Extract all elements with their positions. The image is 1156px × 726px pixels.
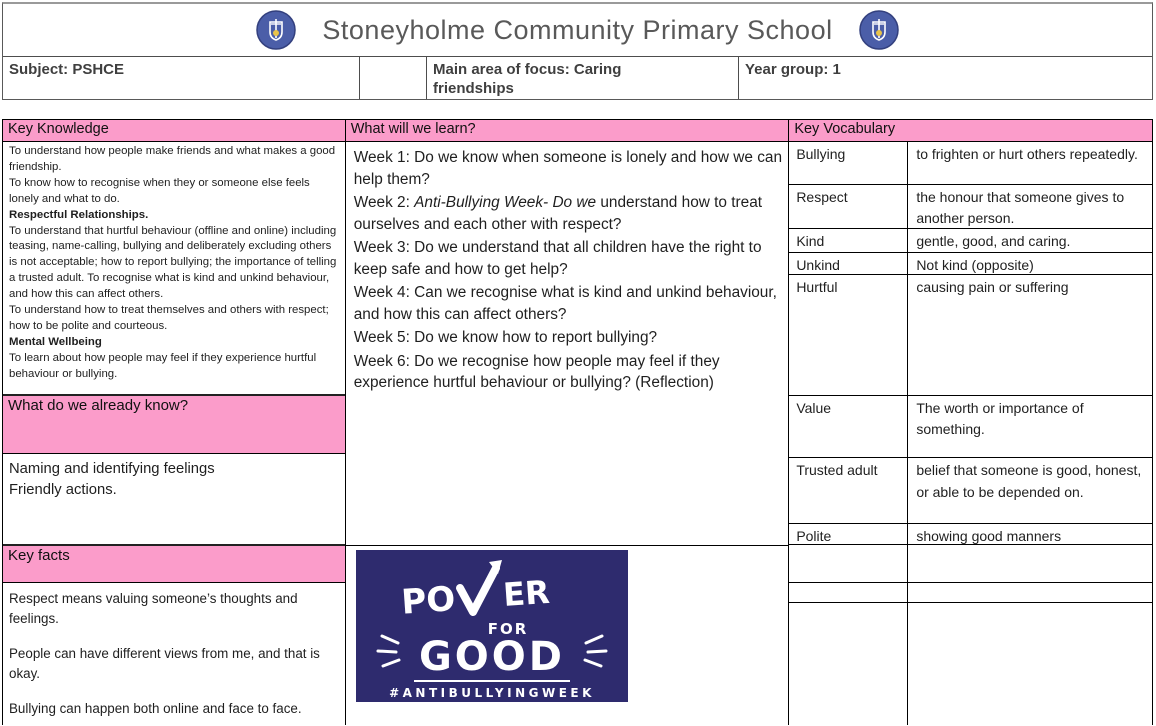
fact: People can have different views from me, and that is okay. — [9, 646, 320, 681]
vocab-row — [789, 253, 1152, 275]
badge-word-er: ER — [501, 572, 551, 614]
key-facts-header: Key facts — [3, 546, 345, 583]
subject-cell: Subject: PSHCE — [3, 57, 360, 99]
badge-word-for: FOR — [487, 620, 528, 638]
vocab-term — [789, 603, 908, 725]
knowledge-organiser-table — [2, 119, 1153, 725]
knowledge-paragraph: To understand how people make friends and what makes a good friendship. — [9, 145, 336, 173]
knowledge-paragraph: To understand how to treat themselves and others with respect; how to be polite and courteous. — [9, 304, 329, 332]
vocab-definition — [908, 545, 1152, 582]
week-2-line: Week 2: Anti-Bullying Week- Do we understand how to treat ourselves and each other with respect? — [353, 194, 763, 233]
key-knowledge-header: Key Knowledge — [3, 120, 345, 142]
vocab-definition: The worth or importance of something. — [916, 399, 1084, 438]
subject-row — [3, 56, 1152, 99]
vocab-term: Value — [789, 396, 908, 458]
page-title: Stoneyholme Community Primary School — [322, 14, 833, 45]
vocab-definition: to frighten or hurt others repeatedly. — [916, 145, 1138, 162]
fact: Respect means valuing someone’s thoughts and feelings. — [9, 591, 298, 626]
vocab-definition — [908, 583, 1152, 602]
learning-column — [346, 120, 790, 725]
vocab-term — [789, 545, 908, 582]
vocab-row-empty — [789, 603, 1152, 725]
week-4-line: Week 4: Can we recognise what is kind and unkind behaviour, and how this can affect others? — [353, 284, 777, 324]
key-knowledge-column — [3, 120, 346, 725]
week-5-line: Week 5: Do we know how to report bullying? — [353, 329, 658, 347]
year-group-cell: Year group: 1 — [745, 61, 841, 78]
vocab-term: Unkind — [789, 253, 908, 274]
already-know-line: Naming and identifying feelings — [9, 461, 215, 477]
school-logo-icon — [256, 10, 296, 50]
key-facts-text — [3, 583, 345, 726]
vocab-term: Bullying — [789, 142, 908, 184]
focus-text: Main area of focus: Caring friendships — [433, 61, 622, 97]
vocab-definition — [908, 603, 1152, 725]
vocab-definition: showing good manners — [916, 528, 1062, 545]
power-for-good-badge-image — [356, 550, 628, 702]
vocab-definition: belief that someone is good, honest, or able to be depended on. — [916, 462, 1142, 500]
fact: Bullying can happen both online and face to face. — [9, 701, 302, 716]
knowledge-paragraph: To understand that hurtful behaviour (offline and online) including teasing, name-calling, bullying and deliberately excluding others is not acceptable; how to report bullying; the importance of telling a trusted adult. To recognise what is kind and unkind behaviour, and how this can affect others. — [9, 224, 337, 301]
vocab-row — [789, 396, 1152, 459]
knowledge-paragraph: To learn about how people may feel if they experience hurtful behaviour or bullying. — [9, 351, 317, 380]
key-vocabulary-header: Key Vocabulary — [789, 120, 1152, 142]
vocab-row — [789, 142, 1152, 185]
badge-word-good: GOOD — [418, 634, 565, 680]
vocab-term: Polite — [789, 524, 908, 544]
badge-word-po: PO — [399, 579, 457, 623]
knowledge-paragraph: To know how to recognise when they or someone else feels lonely and what to do. — [9, 176, 310, 205]
vocab-term — [789, 583, 908, 602]
school-logo-icon — [859, 10, 899, 50]
key-knowledge-text — [3, 142, 345, 396]
badge-hashtag: #ANTIBULLYINGWEEK — [388, 686, 595, 700]
header-table — [2, 2, 1153, 100]
vocab-row — [789, 458, 1152, 524]
focus-cell — [427, 57, 739, 99]
week-3-line: Week 3: Do we understand that all children have the right to keep safe and how to get help? — [353, 239, 762, 278]
vocab-definition: Not kind (opposite) — [916, 256, 1034, 273]
vocab-row — [789, 524, 1152, 545]
vocab-row — [789, 185, 1152, 229]
vocab-definition: the honour that someone gives to another person. — [916, 188, 1125, 227]
vocab-row-empty — [789, 545, 1152, 583]
vocab-term: Hurtful — [789, 275, 908, 395]
knowledge-subheading: Mental Wellbeing — [9, 335, 102, 348]
badge-cell — [346, 546, 789, 726]
already-know-line: Friendly actions. — [9, 482, 117, 498]
week-1-line: Week 1: Do we know when someone is lonely and how we can help them? — [353, 149, 783, 188]
vocab-term: Trusted adult — [789, 458, 908, 523]
vocab-term: Kind — [789, 229, 908, 252]
vocab-row — [789, 275, 1152, 396]
already-know-text — [3, 454, 345, 546]
already-know-header: What do we already know? — [3, 396, 345, 454]
vocab-definition: gentle, good, and caring. — [916, 232, 1071, 249]
week-6-line: Week 6: Do we recognise how people may feel if they experience hurtful behaviour or bullying? (Reflection) — [353, 352, 720, 392]
vocab-row — [789, 229, 1152, 253]
knowledge-subheading: Respectful Relationships. — [9, 208, 149, 221]
vocab-term: Respect — [789, 185, 908, 228]
vocab-definition: causing pain or suffering — [916, 278, 1069, 295]
weekly-questions — [346, 142, 789, 546]
vocabulary-column — [789, 120, 1152, 725]
vocab-row-empty — [789, 583, 1152, 603]
empty-cell — [360, 57, 427, 99]
title-row — [3, 4, 1152, 56]
what-will-we-learn-header: What will we learn? — [346, 120, 789, 142]
